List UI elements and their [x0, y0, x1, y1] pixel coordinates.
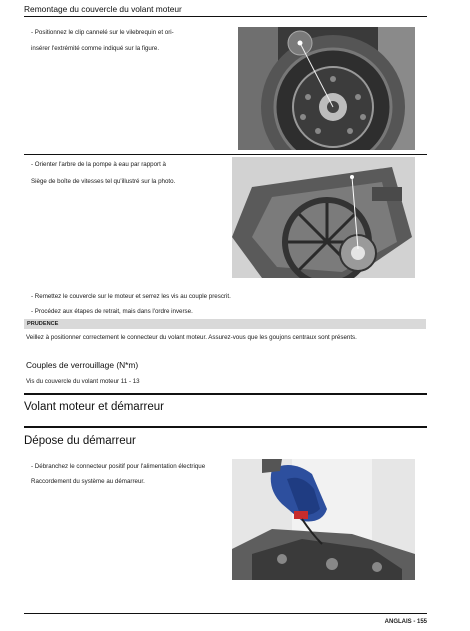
caution-text: Veillez à positionner correctement le connecteur du volant moteur. Assurez-vous que les goujons centraux sont présents. [26, 334, 357, 341]
caution-label: PRUDENCE [27, 321, 59, 327]
torque-title: Couples de verrouillage (N*m) [26, 360, 139, 370]
step1-line1: - Positionnez le clip cannelé sur le vilebrequin et ori- [31, 29, 174, 36]
rule-before-section2 [24, 393, 427, 395]
section3-step1: - Débranchez le connecteur positif pour l'alimentation électrique [31, 463, 206, 470]
step2-line2: Siège de boîte de vitesses tel qu'illustré sur la photo. [31, 178, 176, 185]
caution-banner [24, 319, 426, 329]
page-footer-label: ANGLAIS - 155 [384, 619, 427, 625]
section3-step2: Raccordement du système au démarreur. [31, 478, 145, 485]
torque-item: Vis du couvercle du volant moteur 11 - 13 [26, 378, 140, 385]
section-title-starter-removal: Dépose du démarreur [24, 435, 136, 447]
rule-after-step1 [24, 154, 427, 155]
photo-flywheel-splined-clip [238, 27, 415, 150]
rule-before-section3 [24, 426, 427, 428]
step3-refit-cover: - Remettez le couvercle sur le moteur et serrez les vis au couple prescrit. [31, 293, 231, 300]
section-title-flywheel-cover-refit: Remontage du couvercle du volant moteur [24, 4, 182, 14]
step1-line2: insérer l'extrémité comme indiqué sur la figure. [31, 45, 160, 52]
section-title-flywheel-starter: Volant moteur et démarreur [24, 401, 164, 413]
step4-reverse-order: - Procédez aux étapes de retrait, mais dans l'ordre inverse. [31, 308, 193, 315]
step2-line1: - Orienter l'arbre de la pompe à eau par rapport à [31, 161, 166, 168]
photo-water-pump-shaft [232, 157, 415, 278]
bottom-rule [24, 613, 427, 614]
top-rule [24, 16, 427, 17]
photo-starter-connector [232, 459, 415, 580]
